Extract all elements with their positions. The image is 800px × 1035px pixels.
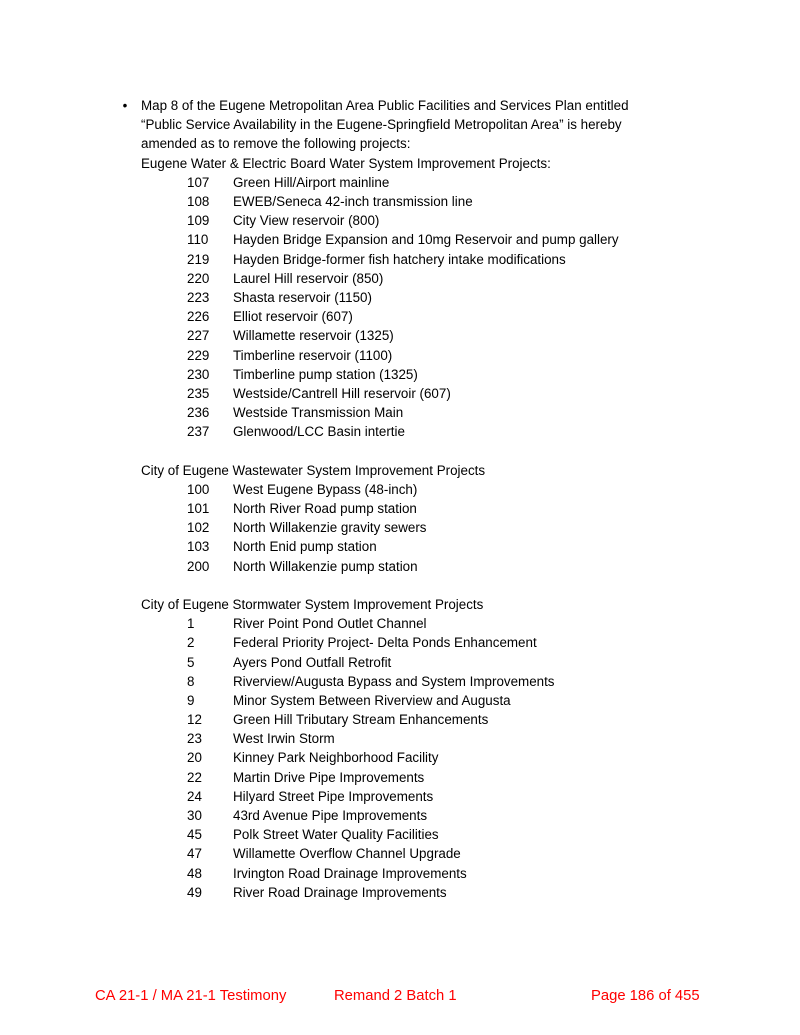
project-name: Green Hill/Airport mainline	[233, 174, 390, 190]
project-item	[141, 480, 701, 499]
project-item	[141, 825, 701, 844]
project-number: 219	[187, 251, 210, 267]
footer-page-number: Page 186 of 455	[591, 988, 700, 1004]
footer-batch: Remand 2 Batch 1	[334, 988, 457, 1004]
project-number: 200	[187, 558, 210, 574]
project-item	[141, 192, 701, 211]
project-number: 30	[187, 808, 202, 824]
project-item	[141, 691, 701, 710]
project-name: Timberline pump station (1325)	[233, 366, 418, 382]
project-item	[141, 173, 701, 192]
project-item	[141, 710, 701, 729]
project-list	[141, 480, 701, 576]
project-name: Ayers Pond Outfall Retrofit	[233, 654, 392, 670]
project-name: Hilyard Street Pipe Improvements	[233, 788, 434, 804]
project-item	[141, 806, 701, 825]
project-number: 100	[187, 481, 210, 497]
project-name: Polk Street Water Quality Facilities	[233, 827, 439, 843]
project-item	[141, 346, 701, 365]
project-number: 20	[187, 750, 202, 766]
project-number: 109	[187, 213, 210, 229]
project-name: North Willakenzie gravity sewers	[233, 520, 427, 536]
project-name: Martin Drive Pipe Improvements	[233, 769, 425, 785]
intro-paragraph	[141, 96, 701, 154]
project-number: 12	[187, 712, 202, 728]
intro-line: amended as to remove the following projects:	[141, 136, 411, 152]
project-number: 49	[187, 884, 202, 900]
project-number: 226	[187, 309, 210, 325]
project-item	[141, 653, 701, 672]
project-number: 102	[187, 520, 210, 536]
project-number: 103	[187, 539, 210, 555]
project-item	[141, 557, 701, 576]
intro-line: “Public Service Availability in the Eugene-Springfield Metropolitan Area” is hereby	[141, 117, 622, 133]
project-sections	[141, 154, 701, 902]
page-footer	[0, 988, 800, 1008]
project-name: River Road Drainage Improvements	[233, 884, 447, 900]
bullet-icon: •	[122, 98, 128, 113]
project-name: Minor System Between Riverview and Augusta	[233, 692, 511, 708]
project-number: 9	[187, 692, 195, 708]
project-section	[141, 154, 701, 442]
project-number: 220	[187, 270, 210, 286]
project-number: 47	[187, 846, 202, 862]
project-item	[141, 537, 701, 556]
project-number: 2	[187, 635, 195, 651]
section-heading: City of Eugene Wastewater System Improvement Projects	[141, 462, 486, 478]
project-name: 43rd Avenue Pipe Improvements	[233, 808, 428, 824]
bullet-item	[122, 96, 701, 902]
project-number: 110	[187, 232, 209, 248]
project-name: North Willakenzie pump station	[233, 558, 418, 574]
project-name: EWEB/Seneca 42-inch transmission line	[233, 194, 473, 209]
project-section	[141, 461, 701, 576]
project-name: City View reservoir (800)	[233, 213, 380, 229]
project-number: 235	[187, 385, 210, 401]
project-name: Westside/Cantrell Hill reservoir (607)	[233, 385, 451, 401]
project-number: 107	[187, 174, 210, 190]
project-number: 236	[187, 405, 210, 421]
project-item	[141, 883, 701, 902]
project-item	[141, 365, 701, 384]
project-number: 5	[187, 654, 195, 670]
project-number: 23	[187, 731, 202, 747]
project-name: Hayden Bridge-former fish hatchery intake modifications	[233, 251, 566, 267]
project-item	[141, 864, 701, 883]
project-name: North River Road pump station	[233, 501, 417, 517]
project-name: Timberline reservoir (1100)	[233, 347, 393, 363]
project-item	[141, 422, 701, 441]
project-number: 8	[187, 673, 195, 689]
project-number: 24	[187, 788, 202, 804]
project-number: 48	[187, 865, 202, 881]
project-number: 223	[187, 289, 210, 305]
section-spacer	[141, 441, 701, 460]
section-heading: City of Eugene Stormwater System Improvement Projects	[141, 596, 484, 612]
project-item	[141, 230, 701, 249]
project-name: Laurel Hill reservoir (850)	[233, 270, 384, 286]
project-name: Riverview/Augusta Bypass and System Improvements	[233, 673, 555, 689]
project-item	[141, 518, 701, 537]
project-number: 227	[187, 328, 210, 344]
project-number: 45	[187, 827, 202, 843]
project-name: Hayden Bridge Expansion and 10mg Reservoir and pump gallery	[233, 232, 619, 248]
project-name: Shasta reservoir (1150)	[233, 289, 372, 305]
project-name: Willamette reservoir (1325)	[233, 328, 394, 344]
project-item	[141, 269, 701, 288]
project-item	[141, 307, 701, 326]
project-name: West Eugene Bypass (48-inch)	[233, 481, 418, 497]
project-number: 108	[187, 194, 210, 209]
project-number: 230	[187, 366, 210, 382]
project-name: Green Hill Tributary Stream Enhancements	[233, 712, 489, 728]
project-item	[141, 672, 701, 691]
project-name: Federal Priority Project- Delta Ponds Enhancement	[233, 635, 537, 651]
footer-case-number: CA 21-1 / MA 21-1 Testimony	[95, 988, 287, 1004]
project-item	[141, 499, 701, 518]
project-item	[141, 729, 701, 748]
project-name: Willamette Overflow Channel Upgrade	[233, 846, 461, 862]
project-item	[141, 787, 701, 806]
project-item	[141, 211, 701, 230]
project-item	[141, 633, 701, 652]
project-item	[141, 250, 701, 269]
project-number: 1	[187, 616, 195, 632]
project-name: Glenwood/LCC Basin intertie	[233, 424, 405, 440]
project-number: 101	[187, 501, 210, 517]
project-number: 237	[187, 424, 210, 440]
project-item	[141, 403, 701, 422]
section-spacer	[141, 576, 701, 595]
project-item	[141, 748, 701, 767]
project-name: Kinney Park Neighborhood Facility	[233, 750, 439, 766]
project-item	[141, 768, 701, 787]
project-number: 22	[187, 769, 202, 785]
project-list	[141, 614, 701, 902]
project-name: River Point Pond Outlet Channel	[233, 616, 427, 632]
project-number: 229	[187, 347, 210, 363]
project-section	[141, 595, 701, 902]
project-item	[141, 384, 701, 403]
project-list	[141, 173, 701, 442]
project-item	[141, 614, 701, 633]
project-name: Elliot reservoir (607)	[233, 309, 353, 325]
project-name: West Irwin Storm	[233, 731, 335, 747]
section-heading: Eugene Water & Electric Board Water System Improvement Projects:	[141, 155, 551, 171]
project-name: Westside Transmission Main	[233, 405, 404, 421]
intro-line: Map 8 of the Eugene Metropolitan Area Public Facilities and Services Plan entitled	[141, 98, 629, 113]
project-item	[141, 844, 701, 863]
project-item	[141, 326, 701, 345]
project-name: North Enid pump station	[233, 539, 377, 555]
project-name: Irvington Road Drainage Improvements	[233, 865, 467, 881]
project-item	[141, 288, 701, 307]
